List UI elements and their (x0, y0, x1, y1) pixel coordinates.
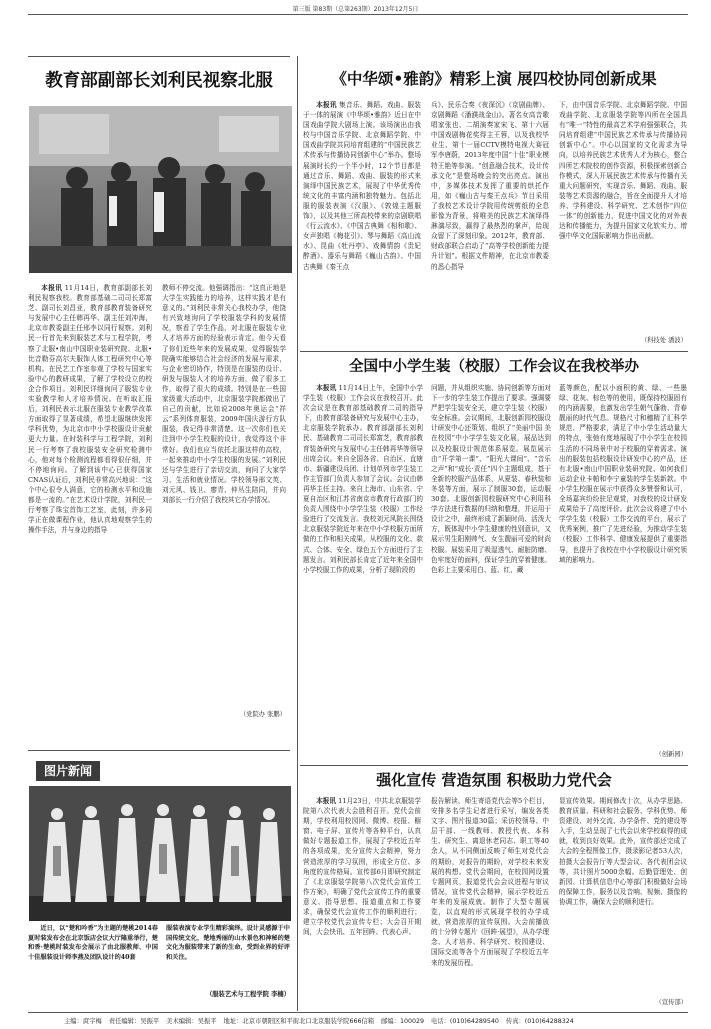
footer-postcode: 邮编：100029 (381, 1018, 425, 1025)
article-signature: （宣传部） (655, 999, 687, 1006)
inspection-photo-illustration (29, 106, 292, 273)
footer-phone: 电话：(010)64289540 (431, 1018, 499, 1025)
footer-rule (28, 1012, 688, 1013)
article-signature: （科技处 潘波） (640, 337, 687, 344)
article-text: 问题，并从组织实施、协同创新等方面对下一步的学生装工作提出了要求。强调要严把学生装安全关，建立学生装（校服）安全标准。会议期间，北服创新园校服设计研发中心还策划、组织了“美丽中国 美在校园”中小学学生装文化展，展品达到以及校服设计规范体系展览。展览展示由“开学第一课”、“阳光大课间”、“音乐之声”和“成长·责任”四个主题组成，基于全新的校服产品体系，从夏装、春秋装和冬装等方面，展示了制服30套，运动服30套。北服创新园校服研究中心利用科学方法进行数据的归纳和整理，并运用于设计之中，最终形成了新颖时尚、活泼大方，既体现中小学生健康的性别意识，又展示男生阳刚帅气、女生靓丽可爱的时尚校服。展装采用了吸湿透气、耐脏防磨、色牢度好的面料，保证学生的穿着健康。色彩上主要采用白、蓝、红、藏 (431, 384, 551, 574)
article-column (303, 796, 421, 1011)
article-column (162, 283, 286, 675)
top-rule (28, 14, 688, 15)
photo-credit: （服装艺术与工程学院 李楠） (205, 991, 290, 998)
byline-label: 本报讯 (316, 384, 337, 392)
article-headline: 全国中小学生装（校服）工作会议在我校举办 (349, 359, 639, 375)
footer-fax: 传真：(010)64288324 (505, 1018, 574, 1025)
fashion-show-illustration (29, 786, 291, 921)
article-text: 兵》、民乐合奏《夜深沉》（京剧曲牌）、京剧舞蹈《潘濮战金山》。著名女高音歌唱家张也、二胡演奏家宋飞、第十六届中国戏剧梅花奖得主王蓉，以及我校毕业生、第十一届CCTV模特电视大赛冠军李唐蔚，2013年度中国“十佳”职业模特王艳等参演。“创意融合技术，设计传承文化”是整场晚会的突出亮点。演出中，多媒体技术发挥了重要的烘托作用，如《巍山古与秦王点兵》节目采用了我校艺术设计学院用传统剪纸的全息影像为背景，将唯美的民族艺术演绎得淋漓尽致，赢得了最热烈的掌声，给现众留下了深刻印象。2012年，教育部、财政部联合启动了“高等学校创新能力提升计划”。根据文件精神，在北京市教委的悉心指导 (431, 101, 549, 271)
article-column (431, 796, 549, 1011)
article-signature: （党院办 张鹏） (239, 711, 286, 718)
folio: 第三版 第83期（总第263期）2013年12月5日 (292, 6, 419, 13)
footer-editor: 主编：庹字梅 (64, 1018, 102, 1025)
article-column (559, 100, 687, 334)
article-text: 11月14日上午，全国中小学学生装（校服）工作会议在我校召开。此次会议是在教育部基础教育二司的指导下，由教育部装备研究与发展中心主办，北京服装学院承办。教育部副部长刘利民、基础教育二司司长郑富芝，教育部教育装备研究与发展中心主任韩再华等领导出席会议。来自全国各省、自治区、直辖市、新疆建设兵团、计划单列市学生装工作主管部门负责人参加了会议。会议由韩再华主任主持。来自上海市、山东省、宁夏自治区和江苏省南京市教育行政部门的负责人围绕中小学学生装（校服）工作经验进行了交流发言。我校刘元风院长围绕北京服装学院近年来在中小学校服方面所做的工作和相关成果，从校服的文化、款式、合体、安全、绿色五个方面进行了主题发言。刘利民部长肯定了近年来全国中小学校服工作的成果，分析了现阶段的 (303, 384, 423, 574)
divider (28, 56, 290, 57)
fashion-show-photo (29, 786, 291, 921)
article-column (559, 383, 687, 743)
article-text: 集音乐、舞蹈、戏曲、服装于一体的展演《中华颂•雅韵》近日在中国戏曲学院大剧场上演。该场演出由我校与中国音乐学院、北京舞蹈学院、中国戏曲学院共同培育组建的“中国民族艺术传承与传播协同创新中心”举办。整场展演时长约一个半小时，12个节目都是通过音乐、舞蹈、戏曲、服装的形式来演绎中国民族艺术，展现了中华优秀传统文化的丰富内涵和独特魅力。包括北服的服装表演《汉服》、《敦煌主题服饰》，以及其他三所高校带来的京剧联唱《行云流水》、《中国古典舞《相和歌》、女声独唱《梅花引》、琴与舞蹈《高山流水》、昆曲《牡丹亭》、戏舞情韵《贵妃醉酒》、器乐与舞蹈《巍山古韵》、中国古典舞《秦王点 (303, 101, 421, 271)
divider (300, 765, 688, 766)
byline-label: 本报讯 (316, 101, 337, 109)
article-column (303, 100, 421, 345)
article-headline: 教育部副部长刘利民视察北服 (45, 71, 273, 91)
inspection-photo (29, 106, 292, 273)
byline-label: 本报讯 (316, 797, 337, 805)
article-column (303, 383, 423, 763)
photo-caption: 近日，以“楚和吟香”为主题的楚桃2014春夏时装发布会在北京饭店会议大厅隆重举行，楚和香·楚桃时装发布会展示了由北服教师、中国十佳服装设计师李燕及团队设计的40套 (28, 925, 158, 961)
footer-address: 地址：北京市朝阳区和平街北口北京服装学院666信箱 (223, 1018, 375, 1025)
divider (28, 750, 290, 751)
article-column (431, 383, 551, 763)
article-text: 教师不停交流。他强调指出：“这真正地是大学生实践能力的培养，这样实践才是有意义的。”刘利民非常关心我校办学，他饶有兴致地询问了学校服装学科的发展情况，察看了学生作品，对北服在服装专业人才培养方面的经验表示肯定。他今天看了你们近些年来的发展成果，觉得服装学院确实能够结合社会经济的发展与需求，与企业密切协作，特别是在服装的设计、研发与服装人才的培养方面，做了很多工作，取得了很大的成绩。特别是在一些国家级重大活动中，北京服装学院都做出了自己的贡献，比如说2008年奥运会“祥云”系列体育服装，2009年国庆游行方队服装，我记得非常清楚。这一次你们也关注到中小学生校服的设计，我觉得这个非常好。我们也应当依托北服这样的高校，一起来推动中小学生校服的发展。”刘利民还与学生进行了亲切交流，询问了大家学习、生活和就业情况。学校领导邢文英、刘元风、钱卫、廖青、仲丛生陪同，并向刘部长一行介绍了我校其它办学情况。 (162, 284, 286, 504)
photo-caption: 服装表演专业学生精彩演绎。设计灵感源于中国传统文化，楚地秀丽的山水景色和神秘的楚文化为服装带来了新的生命，受到业界的好评和关注。 (166, 925, 290, 961)
footer-art-editor: 美术编辑：吴振平 (166, 1018, 217, 1025)
article-signature: （创新园） (655, 751, 687, 758)
article-column (559, 796, 687, 996)
footer-info (64, 1016, 688, 1025)
article-column (28, 283, 152, 745)
article-text: 报告解读、师生寄语党代会等5个栏目，安排多名学生记者进行采写，编发各类文字、图片报道30篇；采访校领导、中层干部、一线教师、教授代表、本科生、研究生、离退休老同志、职工等40余人，从不同侧面反映了师生对党代会的期盼，对报告的期盼，对学校未来发展的构想。党代会期间，在校园网设置专题网页，报道党代会会议进程与审议情况，宣传党代会精神，展示学校近五年来的发展成就。制作了大型专题展览，以直观的形式展现学校的办学成就，营造浓厚的宣传氛围。大会前播放的十分钟专题片《回眸·展望》，从办学理念、人才培养、科学研究、校园建设、国际交流等各个方面展现了学校近五年来的发展历程。 (431, 797, 549, 967)
article-text: 11月14日，教育部副部长刘利民视察我校。教育部基础二司司长郑富芝、副司长刘昌亚，教育部教育装备研究与发展中心主任韩再华、副主任刘冲海，北京市教委副主任邢李以同行视察。刘利民一行首先来到服装艺术与工程学院，考察了北服•南山中国职业装研究院、北服•比音勒芬高尔夫服饰人体工程研究中心等机构。在民艺工作室参观了学校与国家实验中心的教研成果，了解了学校设立的校企合作项目。刘利民详细询问了服装专业实验教学和人才培养情况。在听取汇报后，刘利民表示北服在服装专业教学改革方面取得了显著成绩，希望北服继续发挥学科优势，为北京市中小学校服设计贡献更大力量。在时装科学与工程学院，刘利民一行考察了我校服装安全研究检测中心，他对每个检测流程都看得很仔细，并不停地询问。了解到该中心已获得国家CNAS认证后，刘利民非常高兴地说：“这个中心很令人满意，它的检测水平和设施都是一流的。”在艺术设计学院，刘利民一行考察了珠宝首饰工艺室，此刻，许多同学正在做课程作业，他认真地观察学生的操作手法，并与身边的指导 (28, 284, 152, 535)
divider (300, 351, 688, 352)
article-text: 显宣传效果。期间修改十次，从办学思路、教育质量、科研和社会服务、学科优势、师资建设、对外交流、办学条件、党的建设等入手，生动呈现了七代会以来学校取得的成就，收到良好效果。此外，宣传部还完成了大会的全程图像工作，摄录影记者53人次，拍摄大会报告厅等大型会议、各代表团会议等，共计照片5000余幅。后勤管理处、创新园、计算机信息中心等部门积极做好会场的保障工作，服务以及音响、视频、摄像的协调工作，确保大会的顺利进行。 (559, 797, 687, 906)
article-headline: 《中华颂•雅韵》精彩上演 展四校协同创新成果 (331, 70, 657, 88)
article-text: 蓝等颜色，配以小面积的黄、绿、一些墨绿、花灰、棕色等的使用，既保持校服固有的内涵需要，也激发出学生朝气蓬勃、青春靓丽的时代气息。规格尺寸和穗精了汇科学规范、严格要求，满足了中小学生活动量大的特点，张弛有度地展现了中小学生在校园生活的不同场景中对于校服的穿着需求。演出的服装包括校服设计研发中心的产品，还有北服•南山中国职业装研究院、如何我们运动企业卡帕和李宁童装的学生装新款。中小学生校服在展示中获得众多赞誉和认可，全场嘉宾纷纷驻足观赏，对我校的设计研发成果给予了高度评价。此次会议将建了中小学学生装（校服）工作交流的平台，展示了优秀案例，推广了先进经验，为推动学生装（校服）工作科学、健康发展提供了重要指导，也提升了我校在中小学校服设计研究领域的影响力。 (559, 384, 687, 564)
article-headline: 强化宣传 营造氛围 积极助力党代会 (376, 771, 612, 789)
photo-news-label: 图片新闻 (36, 761, 100, 781)
article-text: 11月23日，中共北京服装学院第八次代表大会胜利召开。党代会前期，学校利用校园网、微博、校报、橱窗、电子屏、宣传片等各种平台，认真做好专题报道工作，展现了学校近五年的各项成果，充分宣传大会精神，努力营造浓厚的学习氛围，形成全方位、多角度的宣传格局。宣传部6月即研究制定了《北京服装学院第八次党代会宣传工作方案》，明确了党代会宣传工作的重要意义、指导思想、报道重点和工作要求，确保党代会宣传工作的顺利进行；建立学校党代会宣传专栏；大会召开期间，大会快讯、五年回眸、代表心声、 (303, 797, 421, 937)
column-separator (297, 56, 298, 1011)
byline-label: 本报讯 (41, 284, 63, 292)
article-text: 下，由中国音乐学院、北京舞蹈学院、中国戏曲学院、北京服装学院等四所在全国具有“唯一”特性的最高艺术学府强强联合，共同培育组建“中国民族艺术传承与传播协同创新中心”。中心以国家的文化需求为导向，以培养民族艺术优秀人才为核心，整合四所艺术院校的创作资源，积极探索创新合作模式，深入开展民族艺术传承与传播有关重大问题研究，实现音乐、舞蹈、戏曲、服装等艺术资源的融合，旨在全面提升人才培养、学科建设、科学研究、艺术创作“四位一体”的创新能力，促进中国文化的对外表达和传播能力，为提升国家文化软实力、增强中华文化国际影响力作出贡献。 (559, 101, 687, 241)
footer-responsible-editor: 责任编辑：吴振平 (108, 1018, 160, 1025)
article-column (431, 100, 549, 345)
